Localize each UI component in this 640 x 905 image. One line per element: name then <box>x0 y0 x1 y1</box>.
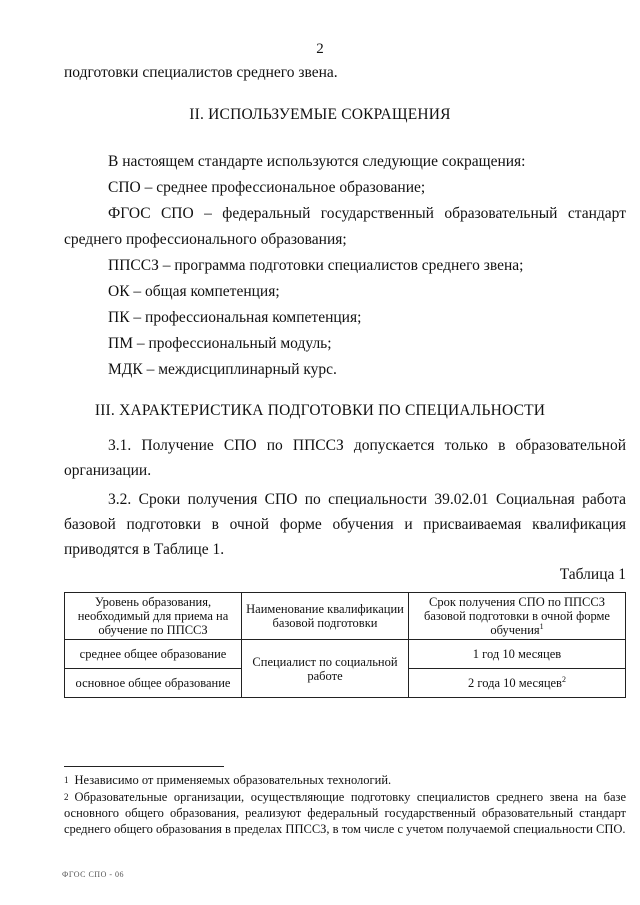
table-cell-term: 2 года 10 месяцев$^2$ <box>409 669 626 698</box>
footnote-2 <box>64 789 626 837</box>
paragraph-3-1-line1: 3.1. Получение СПО по ППССЗ допускается только в образовательной <box>108 437 626 454</box>
table-cell-level: среднее общее образование <box>65 640 242 669</box>
table-header-qualification: Наименование квалификации базовой подготовки <box>242 593 409 640</box>
abbreviation-pm: ПМ – профессиональный модуль; <box>108 335 332 352</box>
table-cell-level: основное общее образование <box>65 669 242 698</box>
table-header-term: Срок получения СПО по ППССЗ базовой подготовки в очной форме обучения$^1$ <box>409 593 626 640</box>
footnote-2-mark: 2 <box>64 792 69 802</box>
section-2-heading: II. ИСПОЛЬЗУЕМЫЕ СОКРАЩЕНИЯ <box>189 106 451 123</box>
footnote-ref-1: 1 <box>539 621 544 631</box>
table-header-level: Уровень образования, необходимый для приема на обучение по ППССЗ <box>65 593 242 640</box>
page-footer: ФГОС СПО - 06 <box>62 870 125 879</box>
abbreviation-ok: ОК – общая компетенция; <box>108 283 280 300</box>
table-caption: Таблица 1 <box>559 566 626 583</box>
abbreviation-spo: СПО – среднее профессиональное образование; <box>108 179 426 196</box>
table-row <box>65 640 626 669</box>
table-cell-qualification: Специалист по социальной работе <box>242 640 409 698</box>
paragraph-3-2-line1: 3.2. Сроки получения СПО по специальности 39.02.01 Социальная работа <box>108 491 626 508</box>
table-cell-term: 1 год 10 месяцев <box>409 640 626 669</box>
footnote-1-mark: 1 <box>64 775 69 785</box>
abbreviation-fgos-line2: среднего профессионального образования; <box>64 231 347 248</box>
footnote-1 <box>64 772 626 788</box>
qualification-table <box>64 592 626 698</box>
paragraph-3-2-line2: базовой подготовки в очной форме обучения и присваиваемая квалификация <box>64 516 626 533</box>
footnote-separator <box>64 766 224 767</box>
abbreviation-fgos-line1: ФГОС СПО – федеральный государственный образовательный стандарт <box>108 205 626 222</box>
paragraph-3-1-line2: организации. <box>64 462 152 479</box>
abbreviation-pk: ПК – профессиональная компетенция; <box>108 309 362 326</box>
abbreviations-intro: В настоящем стандарте используются следующие сокращения: <box>108 153 526 170</box>
abbreviation-ppssz: ППССЗ – программа подготовки специалистов среднего звена; <box>108 257 524 274</box>
paragraph-3-2-line3: приводятся в Таблице 1. <box>64 541 225 558</box>
page-number: 2 <box>316 41 324 57</box>
abbreviation-mdk: МДК – междисциплинарный курс. <box>108 361 337 378</box>
footnote-1-text: Независимо от применяемых образовательных технологий. <box>74 773 392 787</box>
section-3-heading: III. ХАРАКТЕРИСТИКА ПОДГОТОВКИ ПО СПЕЦИАЛЬНОСТИ <box>94 402 546 419</box>
footnote-ref-2: 2 <box>561 674 566 684</box>
footnote-2-text: Образовательные организации, осуществляющие подготовку специалистов среднего звена на базе основного общего образования, реализуют федеральный государственный образовательный стандарт среднего общего образования в пределах ППССЗ, в том числе с учетом получаемой специальности СПО. <box>64 790 626 836</box>
continuation-text: подготовки специалистов среднего звена. <box>64 64 338 81</box>
